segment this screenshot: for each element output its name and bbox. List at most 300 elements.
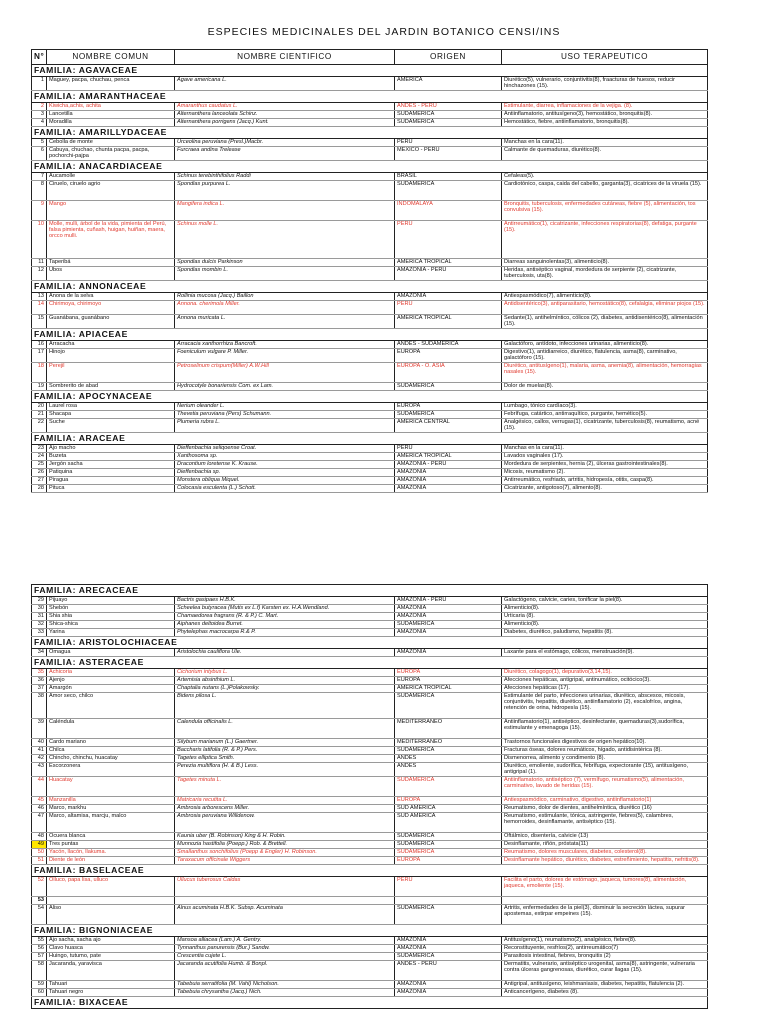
table-row xyxy=(32,763,708,777)
row-number: 25 xyxy=(32,461,47,469)
scientific-name-cell: Bactris gasipaes H.B.K. xyxy=(175,597,395,605)
row-number: 43 xyxy=(32,763,47,777)
common-name-cell: Shacapa xyxy=(47,411,175,419)
row-number: 37 xyxy=(32,685,47,693)
common-name-cell: Escorzonera xyxy=(47,763,175,777)
table-row xyxy=(32,849,708,857)
family-heading: FAMILIA: ASTERACEAE xyxy=(32,657,708,669)
scientific-name-cell: Matricaria recutita L. xyxy=(175,797,395,805)
origin-cell: INDOMALAYA xyxy=(395,201,502,221)
therapeutic-use-cell: Diarreas sanguinolentas(3), alimenticio(8). xyxy=(502,259,708,267)
origin-cell: MEXICO - PERU xyxy=(395,147,502,161)
row-number: 2 xyxy=(32,103,47,111)
scientific-name-cell: Jacaranda acutifolia Humb. & Bonpl. xyxy=(175,961,395,981)
scientific-name-cell: Petroselinum crispum(Miller) A.W.Hill xyxy=(175,363,395,383)
origin-cell: MEDITERRANEO xyxy=(395,739,502,747)
origin-cell: SUDAMERICA xyxy=(395,905,502,925)
common-name-cell: Shia shia xyxy=(47,613,175,621)
row-number: 48 xyxy=(32,833,47,841)
common-name-cell: Achicoria xyxy=(47,669,175,677)
table-row xyxy=(32,419,708,433)
common-name-cell: Clavo huasca xyxy=(47,945,175,953)
origin-cell: ANDES - PERU xyxy=(395,103,502,111)
row-number: 56 xyxy=(32,945,47,953)
row-number: 55 xyxy=(32,937,47,945)
origin-cell: AMERICA CENTRAL xyxy=(395,419,502,433)
scientific-name-cell: Agave americana L. xyxy=(175,77,395,91)
therapeutic-use-cell xyxy=(502,897,708,905)
origin-cell: AMAZONIA xyxy=(395,477,502,485)
origin-cell: AMAZONIA xyxy=(395,989,502,997)
table-row xyxy=(32,685,708,693)
row-number: 39 xyxy=(32,719,47,739)
scientific-name-cell: Kaunia uber (B. Robinson) King & H. Robin. xyxy=(175,833,395,841)
scientific-name-cell: Munnozia hastifolia (Poepp.) Rob. & Brettell. xyxy=(175,841,395,849)
therapeutic-use-cell: Micosis, reumatismo (2). xyxy=(502,469,708,477)
family-row xyxy=(32,433,708,445)
origin-cell: SUDAMERICA xyxy=(395,383,502,391)
common-name-cell: Patiquina xyxy=(47,469,175,477)
row-number: 52 xyxy=(32,877,47,897)
common-name-cell: Aucamolle xyxy=(47,173,175,181)
table-row xyxy=(32,981,708,989)
family-row xyxy=(32,637,708,649)
common-name-cell: Huacatay xyxy=(47,777,175,797)
common-name-cell: Shebón xyxy=(47,605,175,613)
family-heading: FAMILIA: ANNONACEAE xyxy=(32,281,708,293)
common-name-cell: Maguey, pacpa, chuchau, penca xyxy=(47,77,175,91)
origin-cell: AMAZONIA - PERU xyxy=(395,267,502,281)
row-number: 57 xyxy=(32,953,47,961)
common-name-cell: Laurel rosa xyxy=(47,403,175,411)
origin-cell: BRASIL xyxy=(395,173,502,181)
species-table-top xyxy=(31,49,708,493)
therapeutic-use-cell: Bronquitis, tuberculosis, enfermedades cutáneas, fiebre (5), alimentación, tos convulsiva (15). xyxy=(502,201,708,221)
table-row xyxy=(32,173,708,181)
family-heading: FAMILIA: ANACARDIACEAE xyxy=(32,161,708,173)
row-number: 5 xyxy=(32,139,47,147)
header-origin: ORIGEN xyxy=(395,50,502,65)
row-number: 19 xyxy=(32,383,47,391)
scientific-name-cell: Alternanthera lanceolata Schinz. xyxy=(175,111,395,119)
header-therapeutic-use: USO TERAPEUTICO xyxy=(502,50,708,65)
common-name-cell: Yacón, llacón, llakuma. xyxy=(47,849,175,857)
common-name-cell xyxy=(47,897,175,905)
origin-cell: SUDAMERICA xyxy=(395,849,502,857)
scientific-name-cell: Scheelea butyracea (Mutis ex L.f) Karsten ex. H.A.Wendland. xyxy=(175,605,395,613)
table-header-row xyxy=(32,50,708,65)
row-number: 11 xyxy=(32,259,47,267)
family-row xyxy=(32,657,708,669)
origin-cell: SUDAMERICA xyxy=(395,777,502,797)
row-number: 3 xyxy=(32,111,47,119)
common-name-cell: Manzanilla xyxy=(47,797,175,805)
table-row xyxy=(32,905,708,925)
therapeutic-use-cell: Diurético, colagogo(1), depurativo(3,14,15). xyxy=(502,669,708,677)
scientific-name-cell: Calendula officinalis L. xyxy=(175,719,395,739)
table-row xyxy=(32,221,708,259)
scientific-name-cell: Schinus molle L. xyxy=(175,221,395,259)
scientific-name-cell: Baccharis latifolia (R. & P.) Pers. xyxy=(175,747,395,755)
therapeutic-use-cell: Diurético(5), vulnerario, conjuntivitis(8), fraacturas de huesos, reducir hinchazones (15). xyxy=(502,77,708,91)
row-number: 16 xyxy=(32,341,47,349)
origin-cell: EUROPA xyxy=(395,797,502,805)
origin-cell: AMAZONIA xyxy=(395,945,502,953)
family-row xyxy=(32,329,708,341)
therapeutic-use-cell: Antiespasmódico(7), alimenticio(8). xyxy=(502,293,708,301)
table-row xyxy=(32,797,708,805)
scientific-name-cell: Hydrocotyle bonariensis Com. ex Lam. xyxy=(175,383,395,391)
common-name-cell: Ajenjo xyxy=(47,677,175,685)
row-number: 30 xyxy=(32,605,47,613)
therapeutic-use-cell: Hemostático, fiebre, antiinflamatorio, bronquitis(8). xyxy=(502,119,708,127)
row-number: 20 xyxy=(32,403,47,411)
row-number: 60 xyxy=(32,989,47,997)
origin-cell: EUROPA xyxy=(395,677,502,685)
family-heading: FAMILIA: BIGNONIACEAE xyxy=(32,925,708,937)
row-number: 40 xyxy=(32,739,47,747)
therapeutic-use-cell: Manchas en la cara(11). xyxy=(502,445,708,453)
origin-cell: SUDAMERICA xyxy=(395,411,502,419)
origin-cell: AMERICA TROPICAL xyxy=(395,315,502,329)
family-heading: FAMILIA: AMARANTHACEAE xyxy=(32,91,708,103)
therapeutic-use-cell: Cefaleas(5). xyxy=(502,173,708,181)
family-heading: FAMILIA: APOCYNACEAE xyxy=(32,391,708,403)
origin-cell: AMAZONIA xyxy=(395,469,502,477)
common-name-cell: Taperibá xyxy=(47,259,175,267)
row-number: 27 xyxy=(32,477,47,485)
common-name-cell: Caléndula xyxy=(47,719,175,739)
family-row xyxy=(32,391,708,403)
therapeutic-use-cell: Febrífuga, catártico, antirraquítico, purgante, hemético(5). xyxy=(502,411,708,419)
origin-cell: PERU xyxy=(395,877,502,897)
origin-cell: ANDES xyxy=(395,755,502,763)
common-name-cell: Suche xyxy=(47,419,175,433)
scientific-name-cell: Spondias purpurea L. xyxy=(175,181,395,201)
origin-cell: AMERICA TROPICAL xyxy=(395,453,502,461)
therapeutic-use-cell: Calmante de quemaduras, diurético(8). xyxy=(502,147,708,161)
origin-cell: SUDAMERICA xyxy=(395,953,502,961)
row-number: 13 xyxy=(32,293,47,301)
origin-cell: AMAZONIA xyxy=(395,649,502,657)
scientific-name-cell: Monstera obliqua Miquel. xyxy=(175,477,395,485)
table-row xyxy=(32,755,708,763)
table-row xyxy=(32,139,708,147)
scientific-name-cell: Urceolina peruviana (Presl.)Macbr. xyxy=(175,139,395,147)
scientific-name-cell: Dieffenbachia sp. xyxy=(175,469,395,477)
scientific-name-cell: Smallanthus sonchifolius (Poepp & Engler) H. Robinson. xyxy=(175,849,395,857)
origin-cell: SUDAMERICA xyxy=(395,181,502,201)
table-row xyxy=(32,485,708,493)
row-number: 8 xyxy=(32,181,47,201)
therapeutic-use-cell: Antigripal, antitusígeno, leishmaniasis, diabetes, hepatitis, flatulencia (2). xyxy=(502,981,708,989)
therapeutic-use-cell: Lumbago, tónico cardíaco(3). xyxy=(502,403,708,411)
row-number: 4 xyxy=(32,119,47,127)
family-heading: FAMILIA: BIXACEAE xyxy=(32,997,708,1009)
origin-cell: AMERICA TROPICAL xyxy=(395,259,502,267)
scientific-name-cell: Rollinia mucosa (Jacq.) Baillon xyxy=(175,293,395,301)
common-name-cell: Marco, altamisa, marcju, malco xyxy=(47,813,175,833)
row-number: 44 xyxy=(32,777,47,797)
row-number: 12 xyxy=(32,267,47,281)
row-number: 14 xyxy=(32,301,47,315)
row-number: 45 xyxy=(32,797,47,805)
table-row xyxy=(32,349,708,363)
scientific-name-cell: Colocasia esculenta (L.) Schott. xyxy=(175,485,395,493)
table-row xyxy=(32,403,708,411)
table-row xyxy=(32,111,708,119)
origin-cell: AMAZONIA xyxy=(395,613,502,621)
table-row xyxy=(32,897,708,905)
table-row xyxy=(32,119,708,127)
row-number: 31 xyxy=(32,613,47,621)
table-row xyxy=(32,259,708,267)
table-row xyxy=(32,747,708,755)
table-row xyxy=(32,301,708,315)
row-number: 59 xyxy=(32,981,47,989)
common-name-cell: Piragua xyxy=(47,477,175,485)
scientific-name-cell: Amaranthus caudatus L. xyxy=(175,103,395,111)
scientific-name-cell: Chaptalia nutans (L.)Polakowsky. xyxy=(175,685,395,693)
common-name-cell: Diente de león xyxy=(47,857,175,865)
table-row xyxy=(32,805,708,813)
table-row xyxy=(32,629,708,637)
origin-cell: EUROPA xyxy=(395,857,502,865)
row-number: 51 xyxy=(32,857,47,865)
row-number: 35 xyxy=(32,669,47,677)
family-heading: FAMILIA: ARACEAE xyxy=(32,433,708,445)
scientific-name-cell: Dracontium loretense K. Krause. xyxy=(175,461,395,469)
table-row xyxy=(32,461,708,469)
table-row xyxy=(32,477,708,485)
therapeutic-use-cell: Antiinflamatorio, antitusígeno(3), hemostático, bronquitis(8). xyxy=(502,111,708,119)
row-number: 7 xyxy=(32,173,47,181)
common-name-cell: Molle, mulli, árbol de la vida, pimienta del Perú, falsa pimienta, cuñash, huigan, huiñan, maera, orcco mulli. xyxy=(47,221,175,259)
family-row xyxy=(32,585,708,597)
common-name-cell: Ocuera blanca xyxy=(47,833,175,841)
therapeutic-use-cell: Antirreumático(1), cicatrizante, infecciones respiratorias(8), defatiga, purgante (15). xyxy=(502,221,708,259)
table-row xyxy=(32,293,708,301)
family-row xyxy=(32,161,708,173)
origin-cell: AMAZONIA - PERU xyxy=(395,597,502,605)
therapeutic-use-cell: Urticaria (8). xyxy=(502,613,708,621)
table-row xyxy=(32,989,708,997)
scientific-name-cell: Tabebuia serratifolia (M. Vahl) Nicholson. xyxy=(175,981,395,989)
scientific-name-cell: Crescentia cujete L. xyxy=(175,953,395,961)
common-name-cell: Ciruelo, ciruelo agrio xyxy=(47,181,175,201)
therapeutic-use-cell: Facilita el parto, dolores de estómago, jaqueca, tumores(8), alimentación, jaqueca, emoliente (15). xyxy=(502,877,708,897)
therapeutic-use-cell: Alimenticio(8). xyxy=(502,605,708,613)
therapeutic-use-cell: Heridas, antiséptico vaginal, mordedura de serpiente (2), cicatrizante, tuberculosis, uta(8). xyxy=(502,267,708,281)
scientific-name-cell: Tagetes minuta L. xyxy=(175,777,395,797)
row-number: 21 xyxy=(32,411,47,419)
table-row xyxy=(32,739,708,747)
therapeutic-use-cell: Desinflamante, riñón, próstata(11) xyxy=(502,841,708,849)
origin-cell: EUROPA xyxy=(395,349,502,363)
therapeutic-use-cell: Dismenorrea, alimento y condimento (8). xyxy=(502,755,708,763)
table-row xyxy=(32,621,708,629)
scientific-name-cell: Cichorium intybus L. xyxy=(175,669,395,677)
table-row xyxy=(32,363,708,383)
origin-cell: AMAZONIA xyxy=(395,605,502,613)
scientific-name-cell: Aiphanes deltoidea Burret. xyxy=(175,621,395,629)
row-number: 54 xyxy=(32,905,47,925)
scientific-name-cell: Mansoa alliacea (Lam.) A. Gentry. xyxy=(175,937,395,945)
origin-cell: AMERICA xyxy=(395,77,502,91)
page-title: ESPECIES MEDICINALES DEL JARDIN BOTANICO CENSI/INS xyxy=(207,26,561,38)
origin-cell: MEDITERRANEO xyxy=(395,719,502,739)
therapeutic-use-cell: Galactóforo, antídoto, infecciones urinarias, alimenticio(8). xyxy=(502,341,708,349)
origin-cell: SUDAMERICA xyxy=(395,841,502,849)
common-name-cell: Yarina xyxy=(47,629,175,637)
origin-cell: SUDAMERICA xyxy=(395,119,502,127)
family-heading: FAMILIA: ARECACEAE xyxy=(32,585,708,597)
row-number: 47 xyxy=(32,813,47,833)
therapeutic-use-cell: Antirreumático, resfriado, artritis, hidropesía, otitis, caspa(8). xyxy=(502,477,708,485)
table-row xyxy=(32,719,708,739)
therapeutic-use-cell: Estimulante del parto, infecciones urinarias, diurético, abscesos, micosis, conjuntivitis, hepatitis, diurético, antiinflamatorio (2), escalofríos, angina, retención de orina, hidropesía (15). xyxy=(502,693,708,719)
common-name-cell: Ajo macho xyxy=(47,445,175,453)
therapeutic-use-cell: Reconstituyente, resfríos(2), antirreumático(7) xyxy=(502,945,708,953)
common-name-cell: Jacaranda, yaravisca xyxy=(47,961,175,981)
scientific-name-cell: Foeniculum vulgare P. Miller. xyxy=(175,349,395,363)
common-name-cell: Amor seco, chilco xyxy=(47,693,175,719)
common-name-cell: Ubos xyxy=(47,267,175,281)
family-row xyxy=(32,997,708,1009)
species-table-bottom xyxy=(31,584,708,1009)
scientific-name-cell: Tagetes elliptica Smith. xyxy=(175,755,395,763)
row-number: 49 xyxy=(32,841,47,849)
common-name-cell: Mango xyxy=(47,201,175,221)
origin-cell: PERU xyxy=(395,221,502,259)
table-row xyxy=(32,147,708,161)
therapeutic-use-cell: Diabetes, diurético, paludismo, hepatitis (8). xyxy=(502,629,708,637)
scientific-name-cell: Spondias mombin L. xyxy=(175,267,395,281)
common-name-cell: Chirimoya, chirimoyo xyxy=(47,301,175,315)
row-number: 34 xyxy=(32,649,47,657)
origin-cell: AMAZONIA xyxy=(395,293,502,301)
table-row xyxy=(32,857,708,865)
origin-cell: SUDAMERICA xyxy=(395,747,502,755)
scientific-name-cell: Annona muricata L. xyxy=(175,315,395,329)
common-name-cell: Perejil xyxy=(47,363,175,383)
therapeutic-use-cell: Fracturas óseas, dolores reumáticos, hígado, antidisintérica (8). xyxy=(502,747,708,755)
therapeutic-use-cell: Antiinflamatorio, antiséptico (7), vermífugo, reumatismo(5), alimentación, carminativo, lavado de heridas (15). xyxy=(502,777,708,797)
table-row xyxy=(32,833,708,841)
table-row xyxy=(32,315,708,329)
family-row xyxy=(32,91,708,103)
origin-cell: ANDES - SUDAMERICA xyxy=(395,341,502,349)
therapeutic-use-cell: Analgésico, callos, verrugas(1), cicatrizante, tuberculosis(8), reumatismo, acné (15). xyxy=(502,419,708,433)
origin-cell: SUDAMERICA xyxy=(395,111,502,119)
row-number: 22 xyxy=(32,419,47,433)
table-row xyxy=(32,201,708,221)
scientific-name-cell: Ullucus tuberosus Caldas xyxy=(175,877,395,897)
therapeutic-use-cell: Antiinflamatorio(1), antiséptico, desinfectante, quemaduras(3),sudorífica, estimulante y emenagoga (15). xyxy=(502,719,708,739)
family-row xyxy=(32,865,708,877)
therapeutic-use-cell: Diurético, emoliente, sudorífica, febrífuga, expectorante (15), antitusígeno, antigripal (1). xyxy=(502,763,708,777)
family-heading: FAMILIA: AGAVACEAE xyxy=(32,65,708,77)
row-number: 53 xyxy=(32,897,47,905)
table-row xyxy=(32,961,708,981)
table-row xyxy=(32,77,708,91)
row-number: 15 xyxy=(32,315,47,329)
table-row xyxy=(32,103,708,111)
origin-cell: PERU xyxy=(395,445,502,453)
row-number: 36 xyxy=(32,677,47,685)
therapeutic-use-cell: Parasitosis intestinal, fiebres, bronquitis (2) xyxy=(502,953,708,961)
row-number: 29 xyxy=(32,597,47,605)
table-row xyxy=(32,669,708,677)
scientific-name-cell: Nerium oleander L. xyxy=(175,403,395,411)
scientific-name-cell: Thevetia peruviana (Pers) Schumann. xyxy=(175,411,395,419)
therapeutic-use-cell: Reumatismo, estimulante, tónica, astringente, fiebres(5), calambres, hemorroides, desinflamante, antiséptico (15). xyxy=(502,813,708,833)
common-name-cell: Olluco, papa lisa, ulluco xyxy=(47,877,175,897)
therapeutic-use-cell: Digestivo(1), antidiarreico, diurético, flatulencia, asma(8), carminativo, galactóforo (15). xyxy=(502,349,708,363)
table-row xyxy=(32,181,708,201)
row-number: 58 xyxy=(32,961,47,981)
table-row xyxy=(32,841,708,849)
family-heading: FAMILIA: BASELACEAE xyxy=(32,865,708,877)
therapeutic-use-cell: Alimenticio(8). xyxy=(502,621,708,629)
common-name-cell: Moradilla xyxy=(47,119,175,127)
therapeutic-use-cell: Afecciones hepáticas, antigripal, antinumático, ocitócico(3). xyxy=(502,677,708,685)
common-name-cell: Lancetilla xyxy=(47,111,175,119)
table-row xyxy=(32,267,708,281)
origin-cell: AMAZONIA - PERU xyxy=(395,461,502,469)
origin-cell: EUROPA xyxy=(395,403,502,411)
family-row xyxy=(32,925,708,937)
therapeutic-use-cell: Oftálmico, disentería, calvicie (13) xyxy=(502,833,708,841)
therapeutic-use-cell: Anticancerígeno, diabetes (8). xyxy=(502,989,708,997)
common-name-cell: Shica-shica xyxy=(47,621,175,629)
header-common-name: NOMBRE COMUN xyxy=(47,50,175,65)
common-name-cell: Cebolla de monte xyxy=(47,139,175,147)
header-number: N° xyxy=(32,50,47,65)
therapeutic-use-cell: Estimulante, diarrea, inflamaciones de la vejiga. (8). xyxy=(502,103,708,111)
row-number: 18 xyxy=(32,363,47,383)
table-row xyxy=(32,945,708,953)
therapeutic-use-cell: Antidisentérico(3), antiparasitario, hemostático(8), cefalalgia, eliminar piojos (15). xyxy=(502,301,708,315)
common-name-cell: Arracacha xyxy=(47,341,175,349)
row-number: 6 xyxy=(32,147,47,161)
scientific-name-cell: Silybum marianum (L.) Gaertner. xyxy=(175,739,395,747)
scientific-name-cell: Mangifera indica L. xyxy=(175,201,395,221)
scientific-name-cell: Plumeria rubra L. xyxy=(175,419,395,433)
family-row xyxy=(32,127,708,139)
family-heading: FAMILIA: AMARILLYDACEAE xyxy=(32,127,708,139)
origin-cell: SUDAMERICA xyxy=(395,621,502,629)
common-name-cell: Kiwicha,achis, achita xyxy=(47,103,175,111)
therapeutic-use-cell: Mordedura de serpientes, hernia (2), úlceras gastrointestinales(8). xyxy=(502,461,708,469)
common-name-cell: Aliso xyxy=(47,905,175,925)
common-name-cell: Ajo sacha, sacha ajo xyxy=(47,937,175,945)
therapeutic-use-cell: Manchas en la cara(11). xyxy=(502,139,708,147)
origin-cell xyxy=(395,897,502,905)
therapeutic-use-cell: Galactógeno, calvicie, caries, tonificar la piel(8). xyxy=(502,597,708,605)
therapeutic-use-cell: Antiespasmódico, carminativo, digestivo, antiinflamatorio(1) xyxy=(502,797,708,805)
common-name-cell: Tahuari xyxy=(47,981,175,989)
table-row xyxy=(32,693,708,719)
row-number: 38 xyxy=(32,693,47,719)
common-name-cell: Sombrerito de abad xyxy=(47,383,175,391)
row-number: 32 xyxy=(32,621,47,629)
scientific-name-cell: Phytelephas macrocarpa R.& P. xyxy=(175,629,395,637)
common-name-cell: Amargón xyxy=(47,685,175,693)
table-row xyxy=(32,677,708,685)
scientific-name-cell: Dieffenbachia seliqoense Croat. xyxy=(175,445,395,453)
header-scientific-name: NOMBRE CIENTIFICO xyxy=(175,50,395,65)
